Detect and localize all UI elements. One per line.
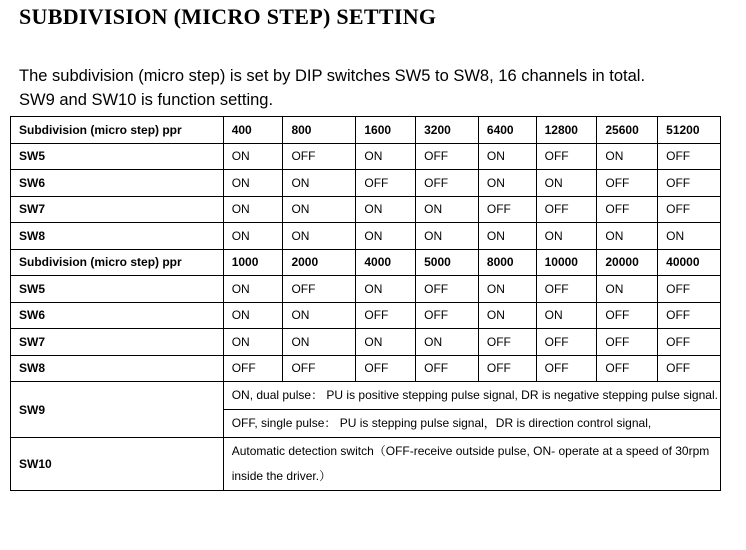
switch-state-cell: OFF: [283, 355, 356, 382]
switch-state-cell: OFF: [658, 276, 721, 303]
sw10-row: [11, 438, 721, 491]
switch-state-cell: ON: [223, 196, 283, 223]
subdivision-header-label: [11, 117, 224, 144]
switch-state-cell: ON: [356, 329, 416, 356]
switch-state-cell: ON: [597, 143, 658, 170]
switch-state-cell: ON: [478, 302, 536, 329]
switch-state-cell: ON: [536, 170, 597, 197]
sw9-label: SW9: [11, 382, 224, 438]
switch-state-cell: OFF: [536, 276, 597, 303]
switch-state-cell: ON: [223, 223, 283, 250]
header-label-text: Subdivision (micro step) ppr: [19, 122, 182, 137]
switch-label: SW6: [11, 302, 224, 329]
switch-state-cell: OFF: [536, 143, 597, 170]
switch-state-cell: ON: [223, 170, 283, 197]
switch-state-cell: OFF: [597, 329, 658, 356]
switch-state-cell: ON: [356, 143, 416, 170]
switch-state-cell: ON: [356, 223, 416, 250]
switch-state-cell: OFF: [597, 355, 658, 382]
subdivision-header-row: [11, 249, 721, 276]
ppr-value: 6400: [478, 117, 536, 144]
switch-label: SW5: [11, 143, 224, 170]
ppr-value: 2000: [283, 249, 356, 276]
switch-state-cell: OFF: [283, 276, 356, 303]
switch-label: SW7: [11, 196, 224, 223]
sw9-row: [11, 382, 721, 438]
ppr-value: 1600: [356, 117, 416, 144]
switch-state-cell: ON: [223, 276, 283, 303]
switch-state-cell: OFF: [416, 302, 479, 329]
switch-state-cell: ON: [283, 223, 356, 250]
switch-state-cell: ON: [597, 223, 658, 250]
subdivision-header-row: [11, 117, 721, 144]
switch-state-cell: OFF: [658, 143, 721, 170]
ppr-value: 1000: [223, 249, 283, 276]
switch-state-cell: ON: [356, 196, 416, 223]
switch-state-cell: OFF: [478, 329, 536, 356]
switch-state-cell: ON: [536, 223, 597, 250]
table-row: [11, 355, 721, 382]
switch-state-cell: ON: [223, 143, 283, 170]
page-title: SUBDIVISION (MICRO STEP) SETTING: [19, 4, 437, 29]
table-body: [11, 117, 721, 491]
switch-state-cell: OFF: [658, 329, 721, 356]
switch-state-cell: ON: [356, 276, 416, 303]
switch-state-cell: OFF: [356, 170, 416, 197]
switch-state-cell: ON: [658, 223, 721, 250]
ppr-value: 5000: [416, 249, 479, 276]
switch-state-cell: OFF: [658, 355, 721, 382]
switch-state-cell: OFF: [536, 329, 597, 356]
switch-state-cell: OFF: [597, 170, 658, 197]
switch-state-cell: ON: [283, 302, 356, 329]
table-row: [11, 329, 721, 356]
switch-state-cell: OFF: [658, 302, 721, 329]
ppr-value: 800: [283, 117, 356, 144]
ppr-value: 10000: [536, 249, 597, 276]
switch-label: SW8: [11, 355, 224, 382]
ppr-value: 12800: [536, 117, 597, 144]
switch-state-cell: OFF: [536, 355, 597, 382]
switch-state-cell: OFF: [416, 276, 479, 303]
switch-label: SW6: [11, 170, 224, 197]
switch-state-cell: ON: [478, 170, 536, 197]
intro-line-2: SW9 and SW10 is function setting.: [19, 91, 274, 109]
switch-state-cell: ON: [416, 329, 479, 356]
switch-state-cell: ON: [416, 223, 479, 250]
switch-state-cell: ON: [283, 170, 356, 197]
switch-state-cell: ON: [478, 276, 536, 303]
switch-state-cell: ON: [223, 302, 283, 329]
switch-state-cell: OFF: [658, 170, 721, 197]
switch-state-cell: ON: [283, 196, 356, 223]
intro-text: [19, 64, 734, 112]
ppr-value: 25600: [597, 117, 658, 144]
table-row: [11, 223, 721, 250]
switch-label: SW7: [11, 329, 224, 356]
switch-state-cell: OFF: [416, 143, 479, 170]
switch-state-cell: OFF: [223, 355, 283, 382]
switch-state-cell: ON: [478, 223, 536, 250]
switch-state-cell: OFF: [658, 196, 721, 223]
subdivision-header-label: [11, 249, 224, 276]
switch-state-cell: OFF: [478, 196, 536, 223]
ppr-value: 4000: [356, 249, 416, 276]
switch-label: SW5: [11, 276, 224, 303]
ppr-value: 40000: [658, 249, 721, 276]
sw10-label: SW10: [11, 438, 224, 491]
switch-state-cell: OFF: [356, 302, 416, 329]
ppr-value: 51200: [658, 117, 721, 144]
table-row: [11, 196, 721, 223]
table-row: [11, 302, 721, 329]
switch-state-cell: ON: [283, 329, 356, 356]
ppr-value: 3200: [416, 117, 479, 144]
switch-state-cell: OFF: [536, 196, 597, 223]
switch-label: SW8: [11, 223, 224, 250]
switch-state-cell: OFF: [597, 196, 658, 223]
table-row: [11, 143, 721, 170]
ppr-value: 400: [223, 117, 283, 144]
ppr-value: 8000: [478, 249, 536, 276]
switch-state-cell: ON: [597, 276, 658, 303]
switch-state-cell: ON: [478, 143, 536, 170]
sw10-description: Automatic detection switch（OFF-receive outside pulse, ON- operate at a speed of 30rpm inside the driver.）: [223, 438, 720, 491]
switch-state-cell: OFF: [478, 355, 536, 382]
switch-state-cell: ON: [416, 196, 479, 223]
switch-state-cell: OFF: [597, 302, 658, 329]
switch-state-cell: OFF: [416, 170, 479, 197]
header-label-text: Subdivision (micro step) ppr: [19, 255, 182, 270]
table-row: [11, 170, 721, 197]
switch-state-cell: ON: [223, 329, 283, 356]
ppr-value: 20000: [597, 249, 658, 276]
switch-state-cell: OFF: [283, 143, 356, 170]
sw9-description: [223, 382, 720, 438]
sw9-on-text: ON, dual pulse： PU is positive stepping pulse signal, DR is negative stepping pulse signal.: [231, 388, 718, 402]
table-row: [11, 276, 721, 303]
sw9-off-text: OFF, single pulse： PU is stepping pulse signal，DR is direction control signal,: [224, 409, 720, 437]
subdivision-table: [10, 116, 721, 491]
switch-state-cell: ON: [536, 302, 597, 329]
switch-state-cell: OFF: [416, 355, 479, 382]
intro-line-1: The subdivision (micro step) is set by DIP switches SW5 to SW8, 16 channels in total.: [19, 67, 646, 85]
switch-state-cell: OFF: [356, 355, 416, 382]
